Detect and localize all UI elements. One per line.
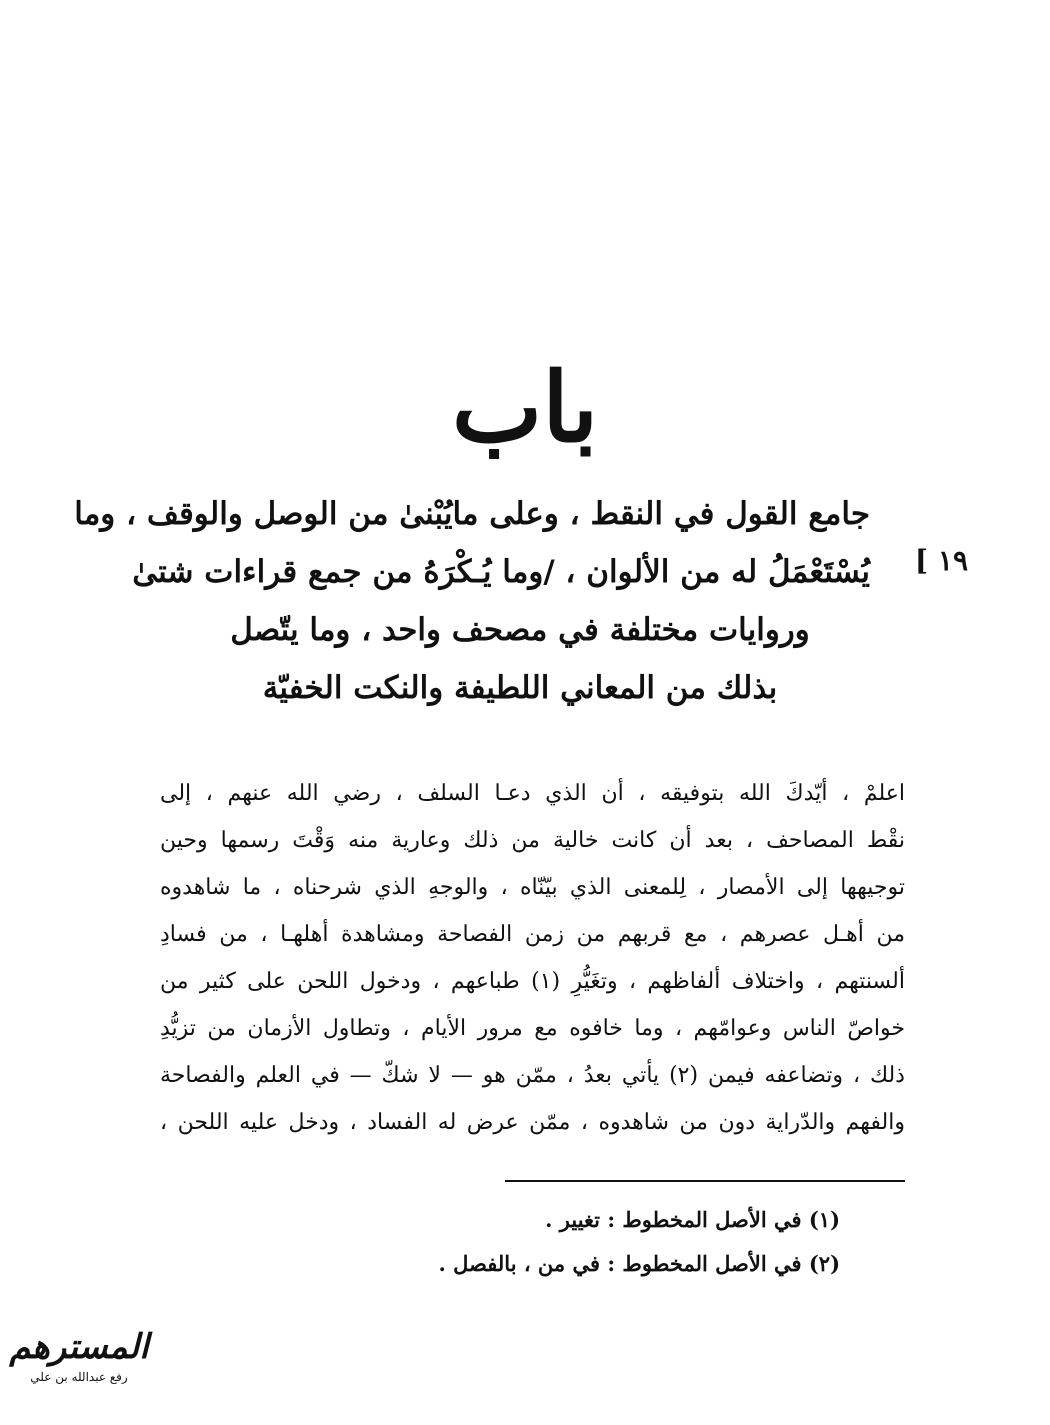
chapter-title: باب xyxy=(451,351,599,464)
library-stamp-logo xyxy=(8,1325,150,1415)
body-line: توجيهها إلى الأمصار ، لِلمعنى الذي بيّنّاه ، والوجهِ الذي شرحناه ، ما شاهدوه xyxy=(160,875,905,900)
subtitle-line: بذلك من المعاني اللطيفة والنكت الخفيّة xyxy=(262,670,778,706)
manuscript-folio-marker: ١٩ ] xyxy=(914,544,968,577)
stamp-small-text: رفع عبدالله بن علي xyxy=(30,1370,128,1384)
subtitle-line: جامع القول في النقط ، وعلى مايُبْنىٰ من الوصل والوقف ، وما xyxy=(74,496,870,532)
body-line: نقْط المصاحف ، بعد أن كانت خالية من ذلك وعارية منه وَقْتَ رسمها وحين xyxy=(160,828,905,853)
body-line: اعلمْ ، أيّدكَ الله بتوفيقه ، أن الذي دعـا السلف ، رضي الله عنهم ، إلى xyxy=(160,781,905,806)
body-line: من أهـل عصرهم ، مع قربهم من زمن الفصاحة ومشاهدة أهلهـا ، من فسادِ xyxy=(160,922,905,947)
footnote-divider xyxy=(505,1180,905,1182)
body-line: ألسنتهم ، واختلاف ألفاظهم ، وتغَيُّرِ (١) طباعهم ، ودخول اللحن على كثير من xyxy=(160,969,905,994)
stamp-main-text: المسترهم xyxy=(9,1327,149,1367)
footnotes xyxy=(400,1198,840,1286)
footnote: (٢) في الأصل المخطوط : في من ، بالفصل . xyxy=(438,1251,840,1276)
subtitle-line: وروايات مختلفة في مصحف واحد ، وما يتّصل xyxy=(230,612,810,648)
subtitle-line: يُسْتَعْمَلُ له من الألوان ، /وما يُـكْرَهُ من جمع قراءات شتىٰ xyxy=(132,554,870,590)
body-line: خواصّ الناس وعوامّهم ، وما خافوه مع مرور الأيام ، وتطاول الأزمان من تزيُّدِ xyxy=(160,1016,905,1041)
body-line: والفهم والدّراية دون من شاهدوه ، ممّن عرض له الفساد ، ودخل عليه اللحن ، xyxy=(160,1110,905,1135)
chapter-subtitle xyxy=(74,485,870,717)
footnote: (١) في الأصل المخطوط : تغيير . xyxy=(545,1207,840,1232)
body-paragraph xyxy=(160,770,905,1146)
body-line: ذلك ، وتضاعفه فيمن (٢) يأتي بعدُ ، ممّن هو — لا شكّ — في العلم والفصاحة xyxy=(160,1063,905,1088)
